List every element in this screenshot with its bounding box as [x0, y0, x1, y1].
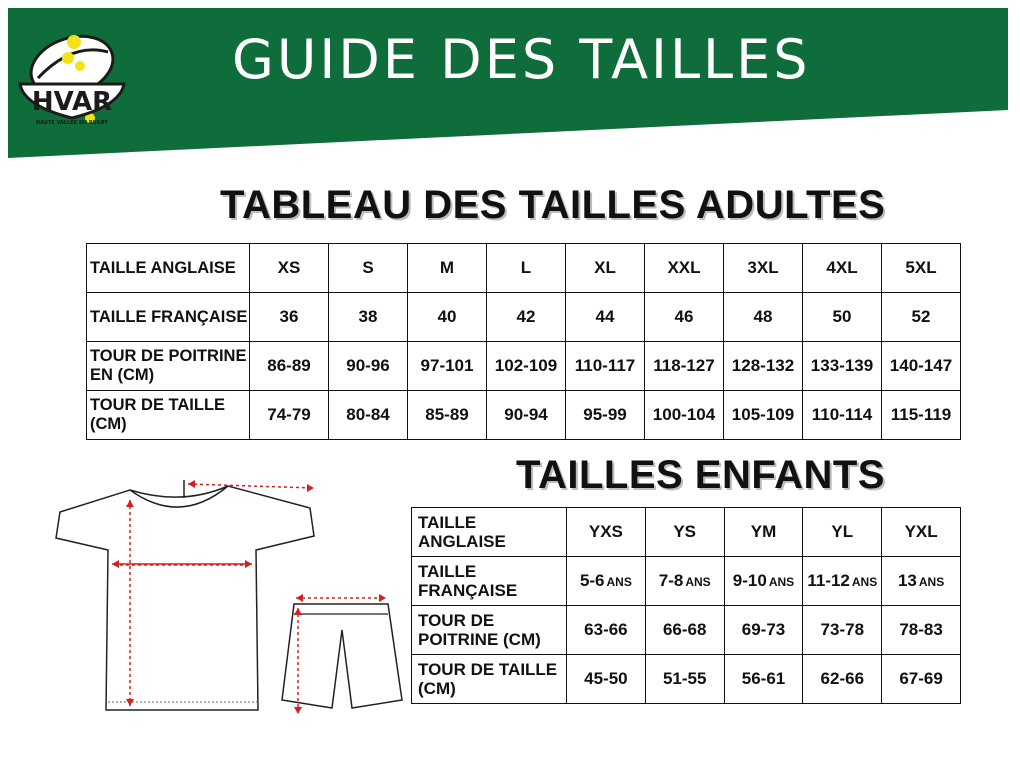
- table-cell: 67-69: [882, 655, 961, 704]
- age-unit: ANS: [918, 575, 945, 589]
- table-cell: 42: [487, 293, 566, 342]
- table-cell: 44: [566, 293, 645, 342]
- row-label: TAILLE FRANÇAISE: [412, 557, 567, 606]
- table-cell: XS: [250, 244, 329, 293]
- table-cell: 50: [803, 293, 882, 342]
- table-row: [412, 606, 961, 655]
- table-cell: 45-50: [567, 655, 646, 704]
- table-cell: YXS: [567, 508, 646, 557]
- age-unit: ANS: [685, 575, 711, 589]
- cell-value: 7-8: [658, 571, 684, 590]
- kids-table-heading: TAILLES ENFANTS: [516, 453, 885, 497]
- table-row: [412, 557, 961, 606]
- table-cell: [724, 557, 803, 606]
- table-cell: 90-94: [487, 391, 566, 440]
- table-cell: YM: [724, 508, 803, 557]
- table-cell: [567, 557, 646, 606]
- table-cell: 110-117: [566, 342, 645, 391]
- table-cell: 80-84: [329, 391, 408, 440]
- table-row: [87, 342, 961, 391]
- table-cell: 90-96: [329, 342, 408, 391]
- kids-size-table: [411, 507, 961, 704]
- table-cell: 63-66: [567, 606, 646, 655]
- table-row: [87, 293, 961, 342]
- table-cell: L: [487, 244, 566, 293]
- table-row: [412, 508, 961, 557]
- table-cell: 85-89: [408, 391, 487, 440]
- table-cell: 48: [724, 293, 803, 342]
- logo-text: HVAR: [31, 87, 113, 117]
- row-label: TOUR DE POITRINE EN (CM): [87, 342, 250, 391]
- table-cell: 51-55: [645, 655, 724, 704]
- header-banner: [0, 0, 1020, 170]
- table-cell: YL: [803, 508, 882, 557]
- logo-subtext: HAUTE VALLEE DU RUGBY: [36, 120, 108, 126]
- table-cell: 38: [329, 293, 408, 342]
- table-cell: 3XL: [724, 244, 803, 293]
- table-cell: [645, 557, 724, 606]
- row-label: TOUR DE TAILLE (CM): [412, 655, 567, 704]
- table-cell: 40: [408, 293, 487, 342]
- table-cell: YS: [645, 508, 724, 557]
- adult-table-heading: TABLEAU DES TAILLES ADULTES: [220, 183, 886, 227]
- table-row: [87, 391, 961, 440]
- table-cell: 115-119: [882, 391, 961, 440]
- shorts-diagram: [272, 590, 412, 720]
- table-cell: 46: [645, 293, 724, 342]
- row-label: TOUR DE TAILLE (CM): [87, 391, 250, 440]
- table-cell: 74-79: [250, 391, 329, 440]
- table-cell: 102-109: [487, 342, 566, 391]
- age-unit: ANS: [851, 575, 878, 589]
- row-label: TAILLE ANGLAISE: [87, 244, 250, 293]
- table-cell: 62-66: [803, 655, 882, 704]
- table-row: [412, 655, 961, 704]
- table-cell: 110-114: [803, 391, 882, 440]
- table-cell: M: [408, 244, 487, 293]
- table-cell: 105-109: [724, 391, 803, 440]
- table-cell: 97-101: [408, 342, 487, 391]
- table-cell: 95-99: [566, 391, 645, 440]
- table-cell: XL: [566, 244, 645, 293]
- table-cell: S: [329, 244, 408, 293]
- table-cell: 86-89: [250, 342, 329, 391]
- cell-value: 13: [897, 571, 917, 590]
- table-cell: 100-104: [645, 391, 724, 440]
- table-cell: 118-127: [645, 342, 724, 391]
- table-cell: 78-83: [882, 606, 961, 655]
- table-cell: [803, 557, 882, 606]
- age-unit: ANS: [768, 575, 795, 589]
- age-unit: ANS: [606, 575, 632, 589]
- table-cell: 133-139: [803, 342, 882, 391]
- row-label: TAILLE FRANÇAISE: [87, 293, 250, 342]
- table-cell: 128-132: [724, 342, 803, 391]
- table-cell: 56-61: [724, 655, 803, 704]
- table-cell: 52: [882, 293, 961, 342]
- row-label: TOUR DE POITRINE (CM): [412, 606, 567, 655]
- row-label: TAILLE ANGLAISE: [412, 508, 567, 557]
- table-row: [87, 244, 961, 293]
- table-cell: XXL: [645, 244, 724, 293]
- table-cell: 4XL: [803, 244, 882, 293]
- cell-value: 5-6: [579, 571, 605, 590]
- table-cell: 36: [250, 293, 329, 342]
- table-cell: 73-78: [803, 606, 882, 655]
- table-cell: 66-68: [645, 606, 724, 655]
- page-title: GUIDE DES TAILLES: [232, 28, 811, 91]
- cell-value: 11-12: [807, 571, 850, 590]
- cell-value: 9-10: [732, 571, 767, 590]
- table-cell: [882, 557, 961, 606]
- table-cell: 69-73: [724, 606, 803, 655]
- table-cell: 5XL: [882, 244, 961, 293]
- table-cell: YXL: [882, 508, 961, 557]
- table-cell: 140-147: [882, 342, 961, 391]
- adult-size-table: [86, 243, 961, 440]
- hvar-logo: [16, 22, 128, 140]
